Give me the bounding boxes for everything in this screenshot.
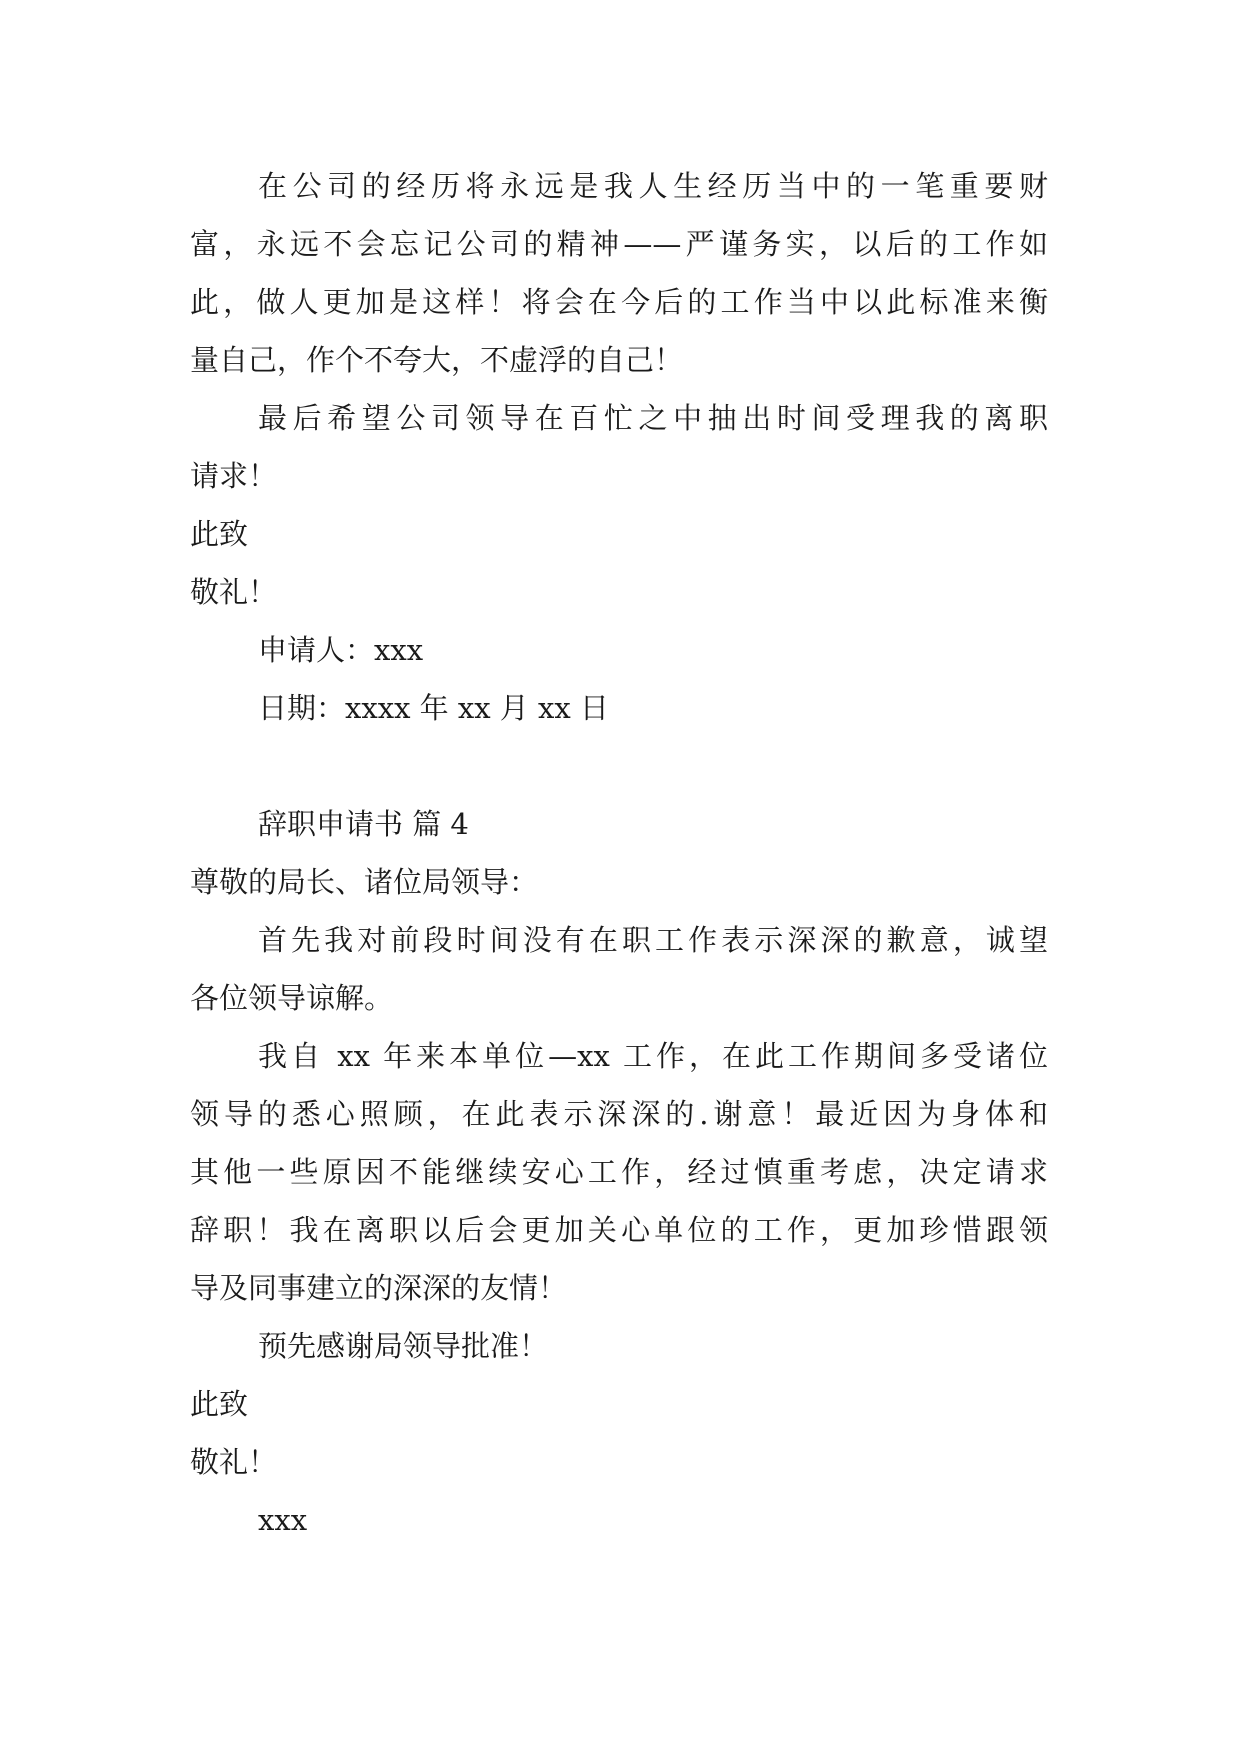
paragraph-line: 预先感谢局领导批准！ (258, 1329, 549, 1363)
applicant-line: 申请人：xxx (258, 633, 424, 667)
paragraph-line: 请求！ (190, 459, 278, 493)
closing-salutation: 此致 (190, 1387, 249, 1421)
date-line: 日期：xxxx 年 xx 月 xx 日 (258, 691, 609, 725)
paragraph-line: 在公司的经历将永远是我人生经历当中的一笔重要财 (258, 169, 1048, 203)
paragraph-line: 辞职！我在离职以后会更加关心单位的工作，更加珍惜跟领 (190, 1213, 1048, 1247)
paragraph-line: 其他一些原因不能继续安心工作，经过慎重考虑，决定请求 (190, 1155, 1048, 1189)
addressee-line: 尊敬的局长、诸位局领导： (190, 865, 539, 899)
paragraph-line: 量自己，作个不夸大，不虚浮的自己！ (190, 343, 684, 377)
paragraph-line: 此，做人更加是这样！将会在今后的工作当中以此标准来衡 (190, 285, 1048, 319)
closing-regards: 敬礼！ (190, 575, 278, 609)
paragraph-line: 最后希望公司领导在百忙之中抽出时间受理我的离职 (258, 401, 1048, 435)
paragraph-line: 导及同事建立的深深的友情！ (190, 1271, 568, 1305)
paragraph-line: 我自 xx 年来本单位—xx 工作，在此工作期间多受诸位 (258, 1039, 1048, 1073)
paragraph-line: 各位领导谅解。 (190, 981, 394, 1015)
closing-salutation: 此致 (190, 517, 249, 551)
section-heading: 辞职申请书 篇 4 (258, 807, 469, 841)
paragraph-line: 领导的悉心照顾，在此表示深深的.谢意！最近因为身体和 (190, 1097, 1048, 1131)
signature-line: xxx (258, 1503, 308, 1537)
closing-regards: 敬礼！ (190, 1445, 278, 1479)
paragraph-line: 富，永远不会忘记公司的精神——严谨务实，以后的工作如 (190, 227, 1048, 261)
paragraph-line: 首先我对前段时间没有在职工作表示深深的歉意，诚望 (258, 923, 1048, 957)
